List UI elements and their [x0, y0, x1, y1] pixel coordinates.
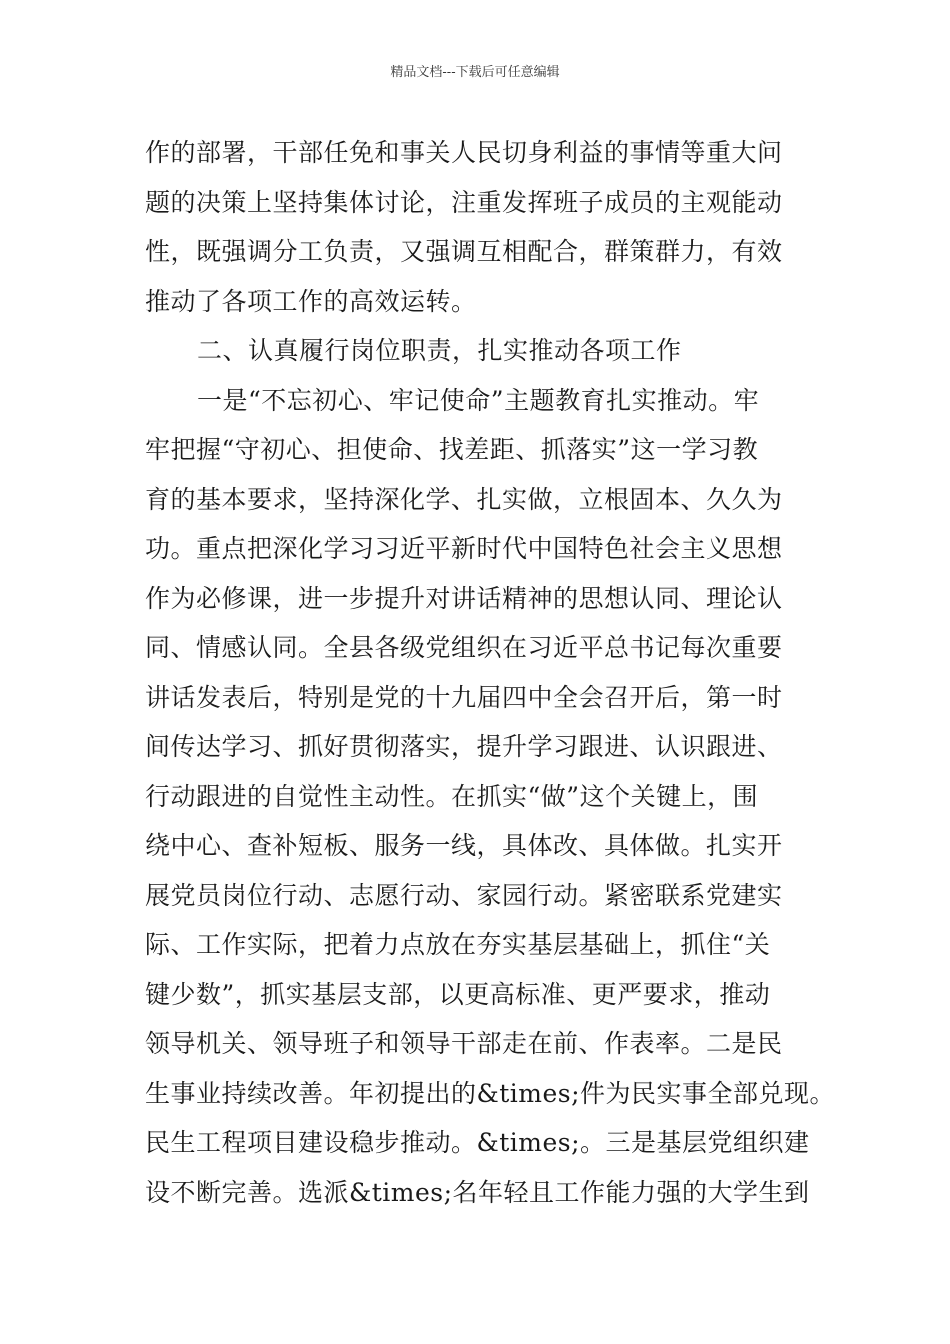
- text-line: 推动了各项工作的高效运转。: [145, 286, 477, 316]
- text-line: 行动跟进的自觉性主动性。在抓实“做”这个关键上，围: [145, 781, 759, 811]
- text-line: 领导机关、领导班子和领导干部走在前、作表率。二是民: [145, 1029, 783, 1058]
- text-line: 民生工程项目建设稳步推动。&times;。三是基层党组织建: [145, 1128, 810, 1157]
- text-line: 同、情感认同。全县各级党组织在习近平总书记每次重要: [145, 633, 783, 662]
- text-line: 间传达学习、抓好贯彻落实，提升学习跟进、认识跟进、: [145, 732, 783, 761]
- text-line: 牢把握“守初心、担使命、找差距、抓落实”这一学习教: [145, 435, 759, 464]
- text-line: 性，既强调分工负责，又强调互相配合，群策群力，有效: [145, 237, 783, 266]
- section-heading: 二、认真履行岗位职责，扎实推动各项工作: [197, 336, 682, 365]
- text-line: 设不断完善。选派&times;名年轻且工作能力强的大学生到: [145, 1177, 810, 1207]
- text-line: 题的决策上坚持集体讨论，注重发挥班子成员的主观能动: [145, 187, 783, 217]
- text-line: 键少数”，抓实基层支部，以更高标准、更严要求，推动: [145, 979, 771, 1009]
- text-line: 一是“不忘初心、牢记使命”主题教育扎实推动。牢: [197, 385, 760, 415]
- text-line: 绕中心、查补短板、服务一线，具体改、具体做。扎实开: [145, 831, 783, 860]
- document-body: [145, 128, 835, 1217]
- text-line: 展党员岗位行动、志愿行动、家园行动。紧密联系党建实: [145, 880, 783, 910]
- text-line: 育的基本要求，坚持深化学、扎实做，立根固本、久久为: [145, 484, 783, 514]
- text-line: 生事业持续改善。年初提出的&times;件为民实事全部兑现。: [145, 1078, 836, 1108]
- text-line: 功。重点把深化学习习近平新时代中国特色社会主义思想: [145, 534, 783, 563]
- text-line: 际、工作实际，把着力点放在夯实基层基础上，抓住“关: [145, 930, 771, 959]
- text-line: 作为必修课，进一步提升对讲话精神的思想认同、理论认: [145, 583, 783, 613]
- text-line: 讲话发表后，特别是党的十九届四中全会召开后，第一时: [145, 682, 783, 712]
- text-line: 作的部署，干部任免和事关人民切身利益的事情等重大问: [145, 138, 783, 167]
- page-header: 精品文档---下载后可任意编辑: [390, 65, 560, 80]
